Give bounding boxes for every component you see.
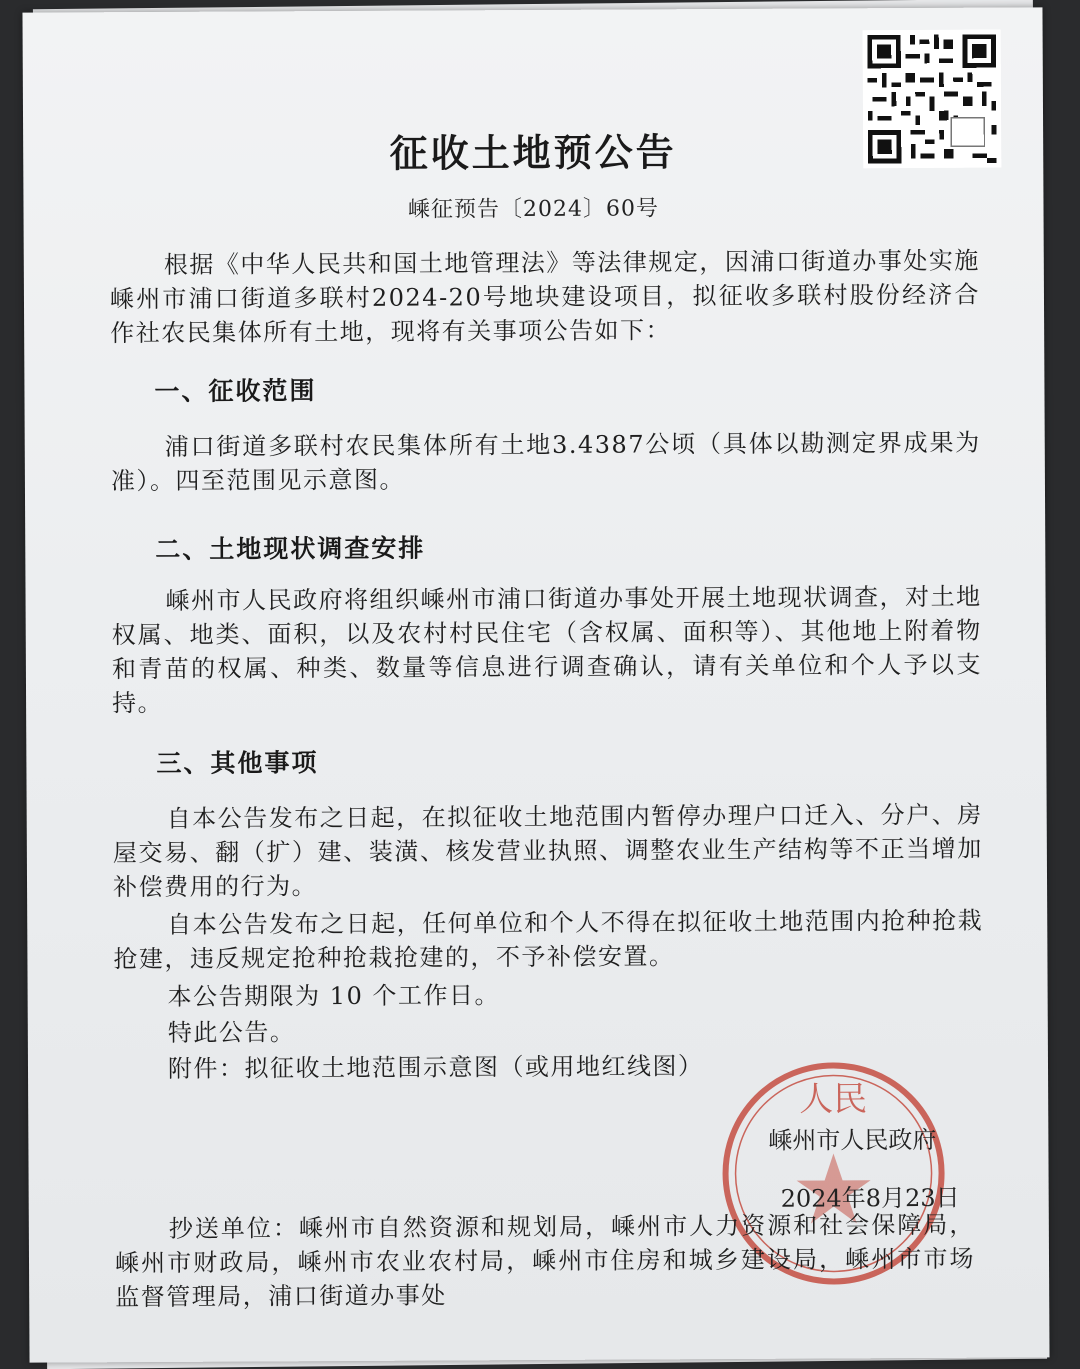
section-heading-2: 二、土地现状调查安排 — [155, 533, 426, 564]
section-body-2: 嵊州市人民政府将组织嵊州市浦口街道办事处开展土地现状调查，对土地权属、地类、面积，以及农村村民住宅（含权属、面积等）、其他地上附着物和青苗的权属、种类、数量等信息进行调查确认，请有关单位和个人予以支持。 — [111, 582, 982, 718]
closing-paragraph: 特此公告。 — [167, 1018, 296, 1047]
intro-paragraph: 根据《中华人民共和国土地管理法》等法律规定，因浦口街道办事处实施嵊州市浦口街道多联村2024-20号地块建设项目，拟征收多联村股份经济合作社农民集体所有土地，现将有关事项公告如下： — [109, 246, 981, 348]
attachment-line: 附件：拟征收土地范围示意图（或用地红线图） — [167, 1052, 704, 1083]
section-body-1: 浦口街道多联村农民集体所有土地3.4387公顷（具体以勘测定界成果为准）。四至范围见示意图。 — [110, 428, 981, 496]
section-heading-3: 三、其他事项 — [156, 748, 319, 778]
section-heading-1: 一、征收范围 — [154, 376, 317, 406]
cc-list: 抄送单位：嵊州市自然资源和规划局，嵊州市人力资源和社会保障局，嵊州市财政局，嵊州市农业农村局，嵊州市住房和城乡建设局，嵊州市市场监督管理局，浦口街道办事处 — [114, 1210, 976, 1312]
period-paragraph: 本公告期限为 10 个工作日。 — [167, 981, 500, 1011]
issuer-name: 嵊州市人民政府 — [768, 1125, 937, 1155]
section-body-3: 自本公告发布之日起，在拟征收土地范围内暂停办理户口迁入、分户、房屋交易、翻（扩）建、装潢、核发营业执照、调整农业生产结构等不正当增加补偿费用的行为。 — [112, 800, 983, 902]
seal-text: 人民 — [799, 1079, 868, 1120]
document-title: 征收土地预公告 — [389, 129, 677, 176]
no-compete-paragraph: 自本公告发布之日起，任何单位和个人不得在拟征收土地范围内抢种抢栽抢建，违反规定抢种抢栽抢建的，不予补偿安置。 — [113, 906, 984, 974]
issue-date: 2024年8月23日 — [780, 1183, 960, 1213]
document-number: 嵊征预告〔2024〕60号 — [407, 196, 660, 223]
notice-document — [22, 7, 1049, 1362]
